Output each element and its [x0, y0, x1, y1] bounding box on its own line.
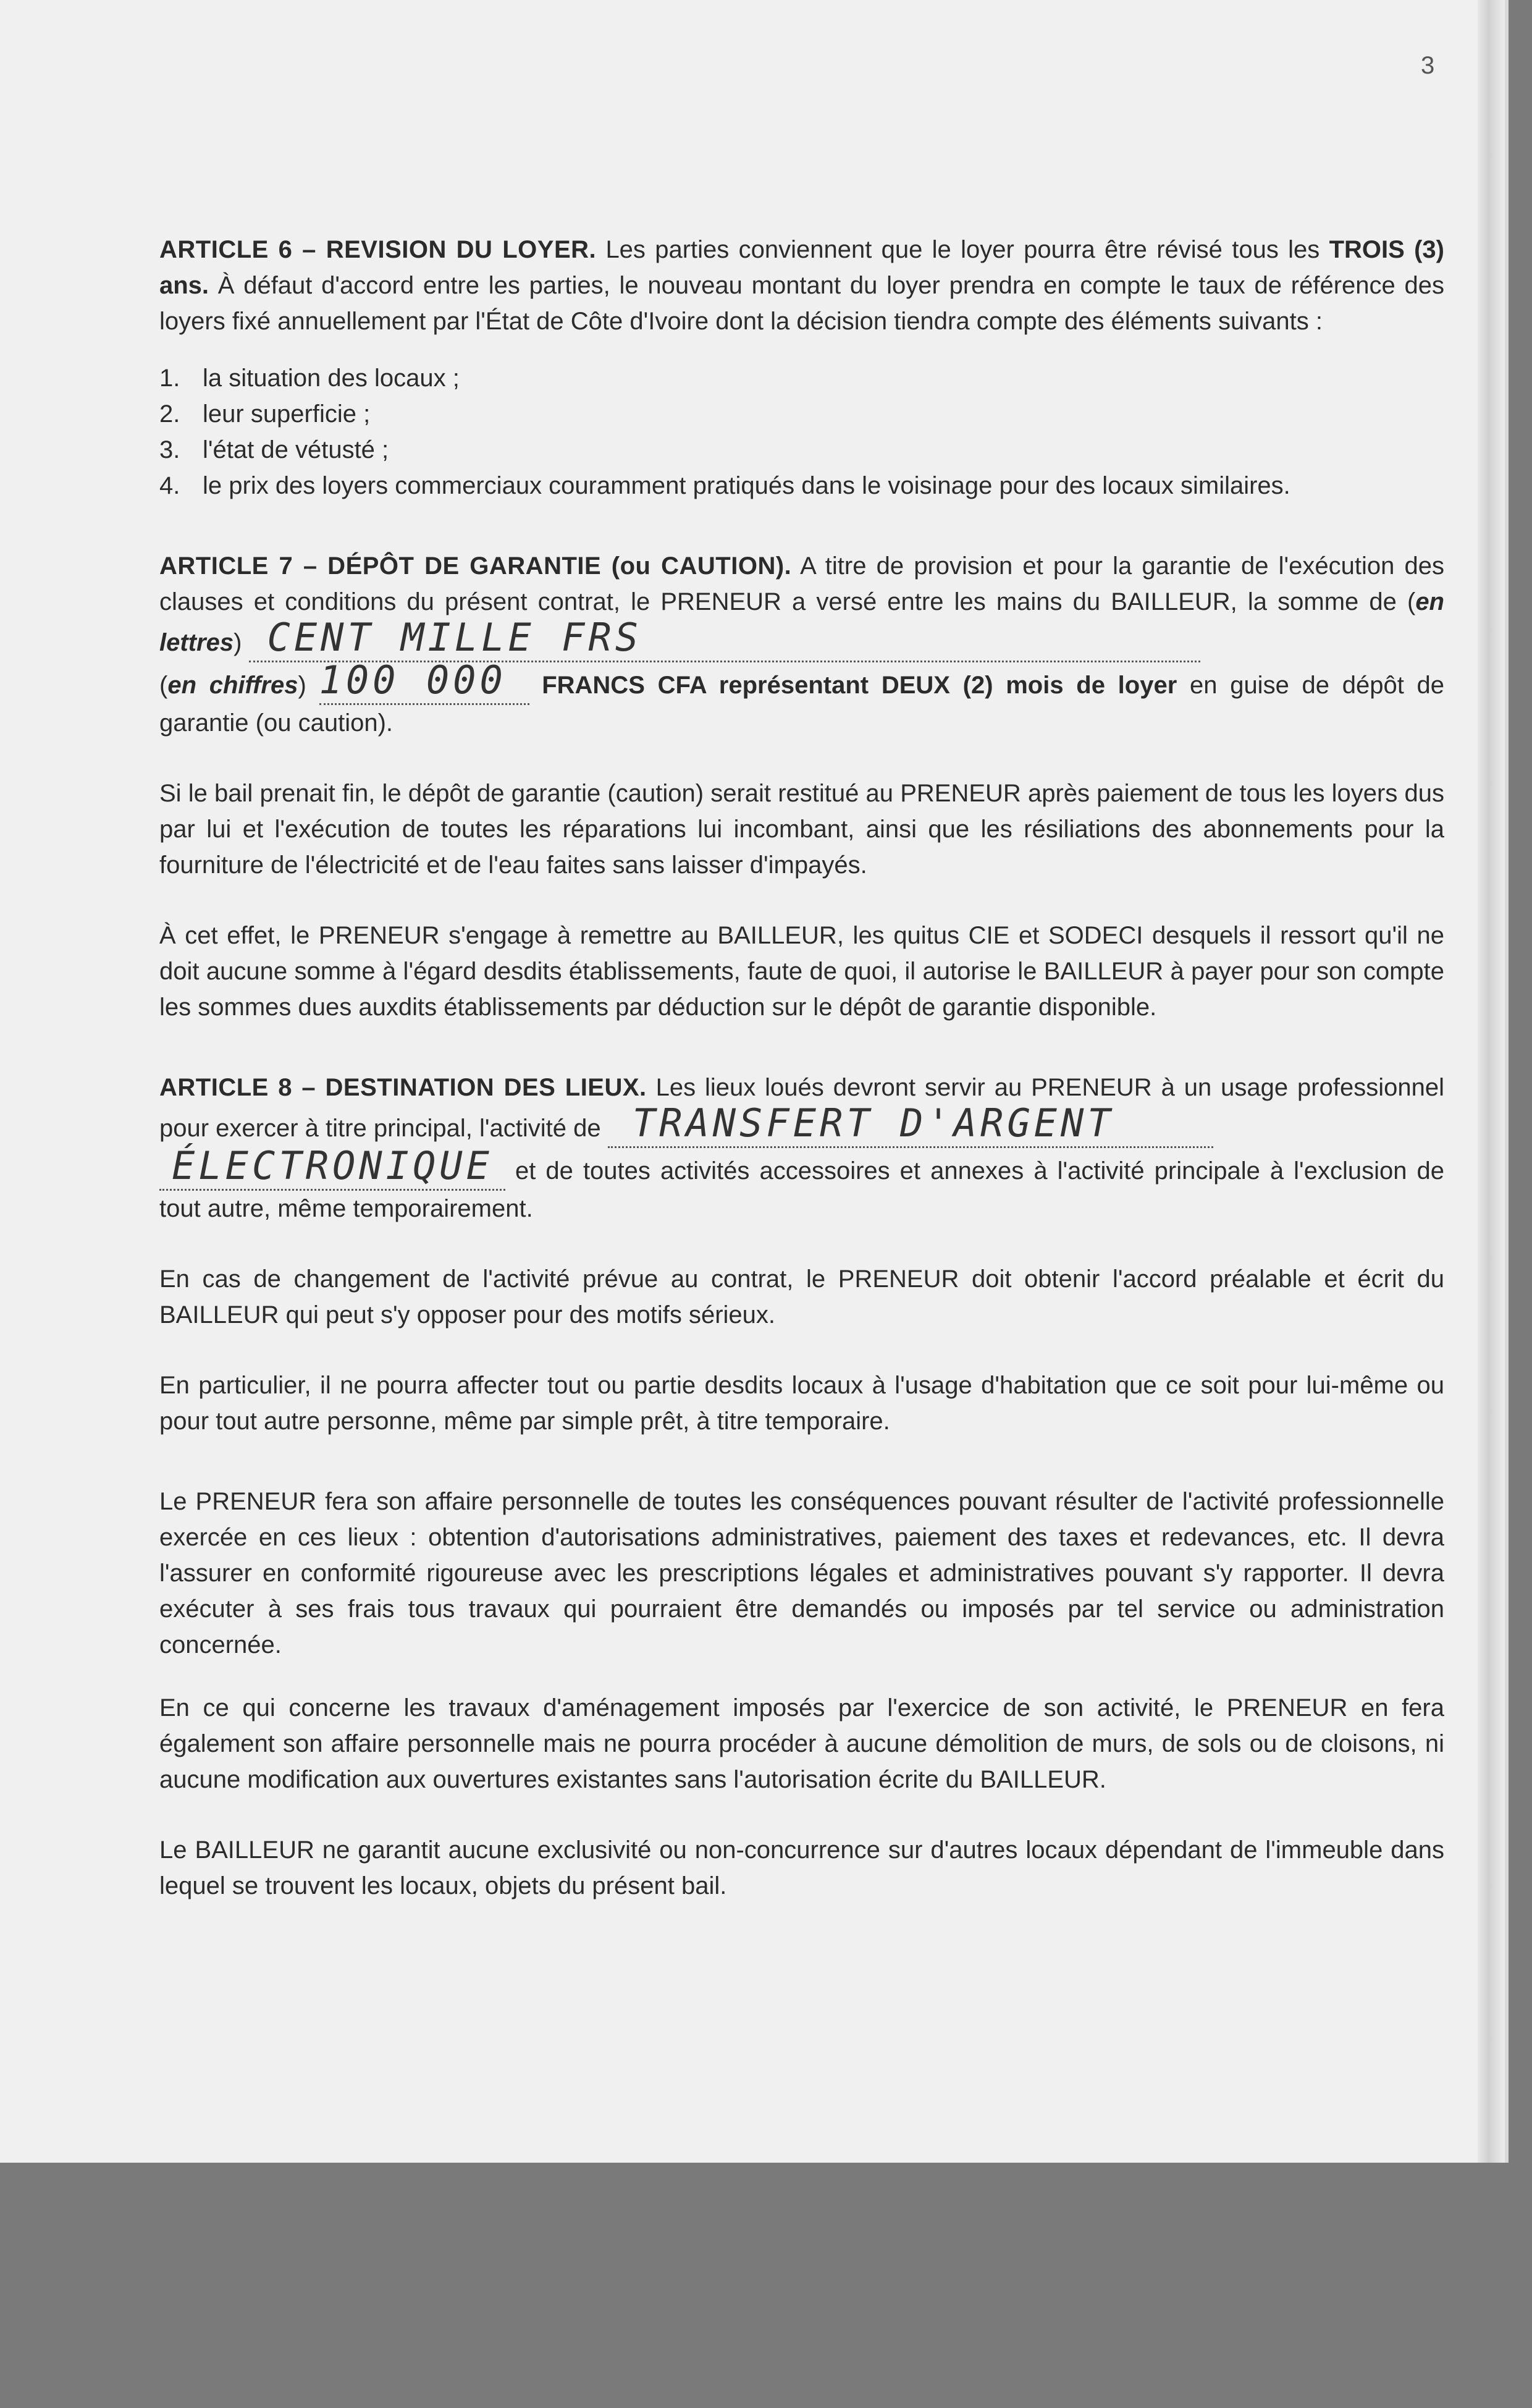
- article-8-paragraph-3: En particulier, il ne pourra affecter tout ou partie desdits locaux à l'usage d'habitation que ce soit pour lui-même ou pour tout autre personne, même par simple prêt, à titre temporaire.: [159, 1372, 1444, 1435]
- article-6-text-a: Les parties conviennent que le loyer pourra être révisé tous les: [596, 236, 1329, 263]
- article-8-paragraph-6: Le BAILLEUR ne garantit aucune exclusivité ou non-concurrence sur d'autres locaux dépendant de l'immeuble dans lequel se trouvent les locaux, objets du présent bail.: [159, 1836, 1444, 1899]
- en-chiffres-label: en chiffres: [167, 672, 298, 699]
- article-8-paragraph-2: En cas de changement de l'activité prévue au contrat, le PRENEUR doit obtenir l'accord préalable et écrit du BAILLEUR qui peut s'y opposer pour des motifs sérieux.: [159, 1265, 1444, 1329]
- page-number: 3: [1421, 52, 1435, 79]
- activity-line-2: [159, 1143, 1444, 1227]
- activity-field-line-1: [608, 1100, 1213, 1148]
- article-8-paragraph: [159, 1070, 1444, 1227]
- amount-words-field: [249, 615, 1200, 662]
- list-item-text: la situation des locaux ;: [203, 365, 460, 392]
- amount-digits-field: [319, 657, 529, 705]
- amount-digits-line: (en chiffres) 100 000 FRANCS CFA représentant DEUX (2) mois de loyer en guise de dépôt de garantie (ou caution).: [159, 657, 1445, 737]
- list-item-number: 1.: [159, 365, 180, 392]
- en-lettres-label: en lettres: [159, 588, 1444, 656]
- deux-mois: DEUX (2) mois de loyer: [881, 672, 1177, 699]
- article-7-text-c: FRANCS CFA représentant: [529, 672, 882, 699]
- list-item-text: leur superficie ;: [203, 400, 371, 428]
- article-6-list: [159, 360, 1444, 504]
- article-7-text-d: en guise de dépôt de garantie (ou caution).: [159, 672, 1445, 737]
- list-item-number: 2.: [159, 400, 180, 428]
- list-item-number: 4.: [159, 472, 180, 499]
- article-6-text-b: À défaut d'accord entre les parties, le nouveau montant du loyer prendra en compte le taux de référence des loyers fixé annuellement par l'État de Côte d'Ivoire dont la décision tiendra compte des éléments suivants :: [159, 272, 1444, 335]
- list-item-text: l'état de vétusté ;: [203, 436, 389, 463]
- article-6-paragraph: [159, 232, 1444, 339]
- page-edge-shadow: [1478, 0, 1505, 2163]
- article-8-text-b: et de toutes activités accessoires et annexes à l'activité principale à l'exclusion de tout autre, même temporairement.: [159, 1157, 1444, 1222]
- list-item: [159, 396, 1444, 432]
- article-8-text-a: Les lieux loués devront servir au PRENEUR à un usage professionnel pour exercer à titre principal, l'activité de: [159, 1074, 1444, 1142]
- activity-handwritten-1: TRANSFERT D'ARGENT: [632, 1100, 1114, 1146]
- article-7-title: ARTICLE 7 – DÉPÔT DE GARANTIE (ou CAUTION).: [159, 552, 792, 580]
- list-item: [159, 432, 1444, 468]
- article-8-paragraph-4: Le PRENEUR fera son affaire personnelle de toutes les conséquences pouvant résulter de l'activité professionnelle exercée en ces lieux : obtention d'autorisations administratives, paiement des taxes et redevances, etc. Il devra l'assurer en conformité rigoureuse avec les prescriptions légales et administratives pouvant s'y rapporter. Il devra exécuter à ses frais tous travaux qui pourraient être demandés ou imposés par tel service ou administration concernée.: [159, 1488, 1444, 1658]
- amount-words-handwritten: CENT MILLE FRS: [267, 615, 642, 660]
- document-content: [159, 232, 1444, 1904]
- article-7-paragraph-3: À cet effet, le PRENEUR s'engage à remettre au BAILLEUR, les quitus CIE et SODECI desquels il ressort qu'il ne doit aucune somme à l'égard desdits établissements, faute de quoi, il autorise le BAILLEUR à payer pour son compte les sommes dues auxdits établissements par déduction sur le dépôt de garantie disponible.: [159, 922, 1444, 1021]
- amount-digits-handwritten: 100 000: [319, 657, 507, 703]
- article-7-paragraph-2: Si le bail prenait fin, le dépôt de garantie (caution) serait restitué au PRENEUR après paiement de tous les loyers dus par lui et l'exécution de toutes les réparations lui incombant, ainsi que les résiliations des abonnements pour la fourniture de l'électricité et de l'eau faites sans laisser d'impayés.: [159, 780, 1444, 879]
- article-6-title: ARTICLE 6 – REVISION DU LOYER.: [159, 236, 597, 263]
- activity-field-line-2: [159, 1143, 505, 1191]
- activity-handwritten-2: ÉLECTRONIQUE: [172, 1143, 493, 1188]
- list-item-text: le prix des loyers commerciaux couramment pratiqués dans le voisinage pour des locaux similaires.: [203, 472, 1290, 499]
- article-7-text-b: ): [234, 629, 249, 656]
- list-item-number: 3.: [159, 436, 180, 463]
- list-item: [159, 468, 1444, 504]
- article-8-paragraph-5: En ce qui concerne les travaux d'aménagement imposés par l'exercice de son activité, le PRENEUR en fera également son affaire personnelle mais ne pourra procéder à aucune démolition de murs, de sols ou de cloisons, ni aucune modification aux ouvertures existantes sans l'autorisation écrite du BAILLEUR.: [159, 1694, 1444, 1793]
- article-7-text-a: A titre de provision et pour la garantie de l'exécution des clauses et conditions du présent contrat, le PRENEUR a versé entre les mains du BAILLEUR, la somme de (: [159, 552, 1444, 615]
- article-6-trois: TROIS (3) ans.: [159, 236, 1444, 299]
- article-7-paragraph: [159, 548, 1444, 741]
- article-8-title: ARTICLE 8 – DESTINATION DES LIEUX.: [159, 1074, 647, 1101]
- list-item: [159, 360, 1444, 396]
